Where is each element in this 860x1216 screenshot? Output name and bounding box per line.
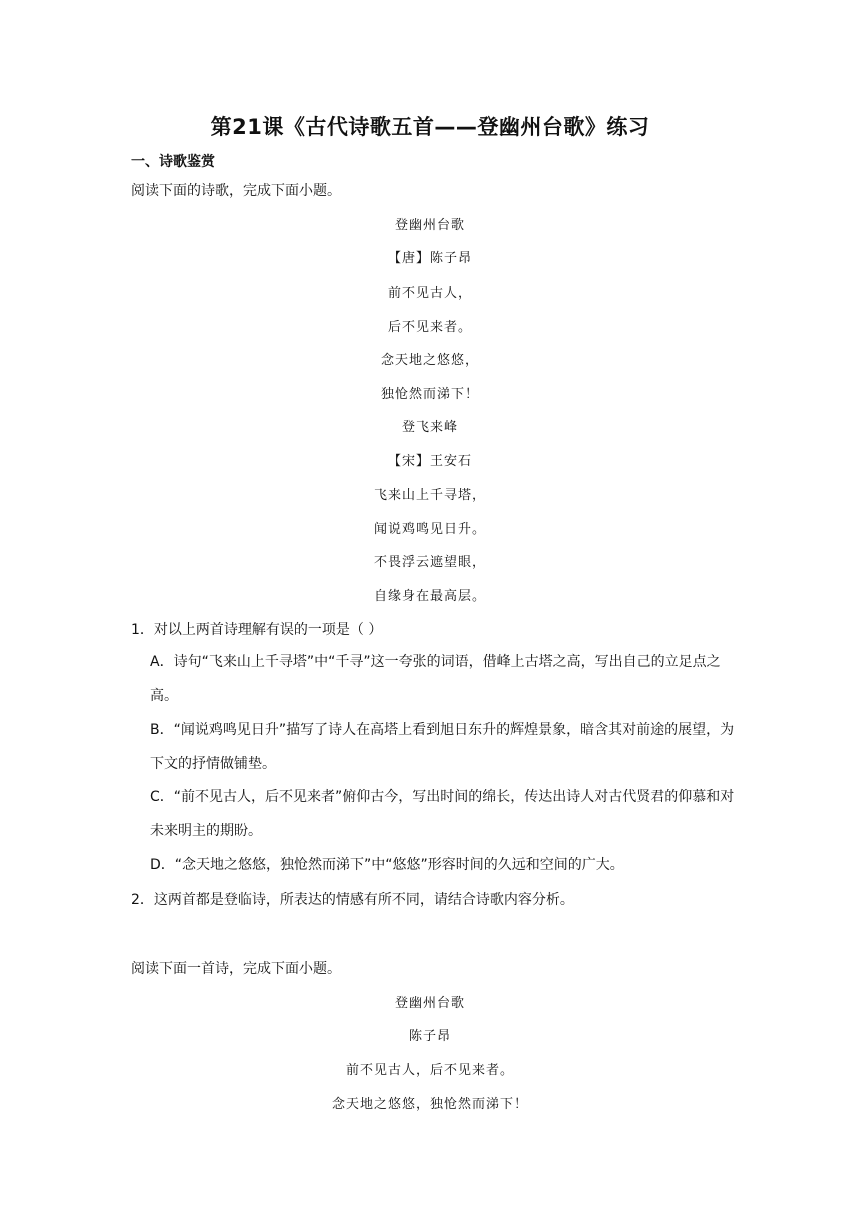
question-stem: 2．这两首都是登临诗，所表达的情感有所不同，请结合诗歌内容分析。	[131, 892, 574, 908]
option-text: D．“念天地之悠悠，独怆然而涕下”中“悠悠”形容时间的久远和空间的广大。	[150, 857, 624, 873]
instruction-text: 阅读下面一首诗，完成下面小题。	[131, 961, 341, 977]
poem-line: 闻说鸡鸣见日升。	[373, 522, 486, 537]
option-text: A．诗句“飞来山上千寻塔”中“千寻”这一夸张的词语，借峰上古塔之高，写出自己的立足点之高。	[150, 654, 721, 704]
poem-line: 前不见古人，后不见来者。	[345, 1063, 514, 1078]
poem-title: 登幽州台歌	[394, 218, 465, 233]
poem-author: 陈子昂	[408, 1029, 451, 1044]
option-b	[150, 713, 735, 781]
page-title: 第21课《古代诗歌五首——登幽州台歌》练习	[210, 115, 650, 139]
poem-line: 念天地之悠悠，	[380, 353, 479, 368]
poem-line: 飞来山上千寻塔，	[373, 488, 486, 503]
option-c	[150, 780, 735, 848]
poem-author: 【唐】陈子昂	[387, 251, 472, 266]
option-d	[150, 848, 735, 882]
poem-author: 【宋】王安石	[387, 454, 472, 469]
poem-line: 后不见来者。	[387, 320, 472, 335]
option-text: B．“闻说鸡鸣见日升”描写了诗人在高塔上看到旭日东升的辉煌景象，暗含其对前途的展望，为下文的抒情做铺垫。	[150, 722, 735, 772]
poem-line: 前不见古人，	[387, 286, 472, 301]
instruction-text: 阅读下面的诗歌，完成下面小题。	[131, 183, 341, 199]
section-heading: 一、诗歌鉴赏	[131, 154, 215, 170]
poem-line: 念天地之悠悠，独怆然而涕下！	[331, 1097, 528, 1112]
option-text: C．“前不见古人，后不见来者”俯仰古今，写出时间的绵长，传达出诗人对古代贤君的仰慕和对未来明主的期盼。	[150, 789, 735, 839]
poem-line: 独怆然而涕下！	[380, 387, 479, 402]
poem-line: 自缘身在最高层。	[373, 589, 486, 604]
poem-line: 不畏浮云遮望眼，	[373, 555, 486, 570]
poem-title: 登飞来峰	[401, 420, 458, 435]
option-a	[150, 645, 735, 713]
question-stem: 1．对以上两首诗理解有误的一项是（ ）	[131, 622, 383, 638]
poem-title: 登幽州台歌	[394, 996, 465, 1011]
